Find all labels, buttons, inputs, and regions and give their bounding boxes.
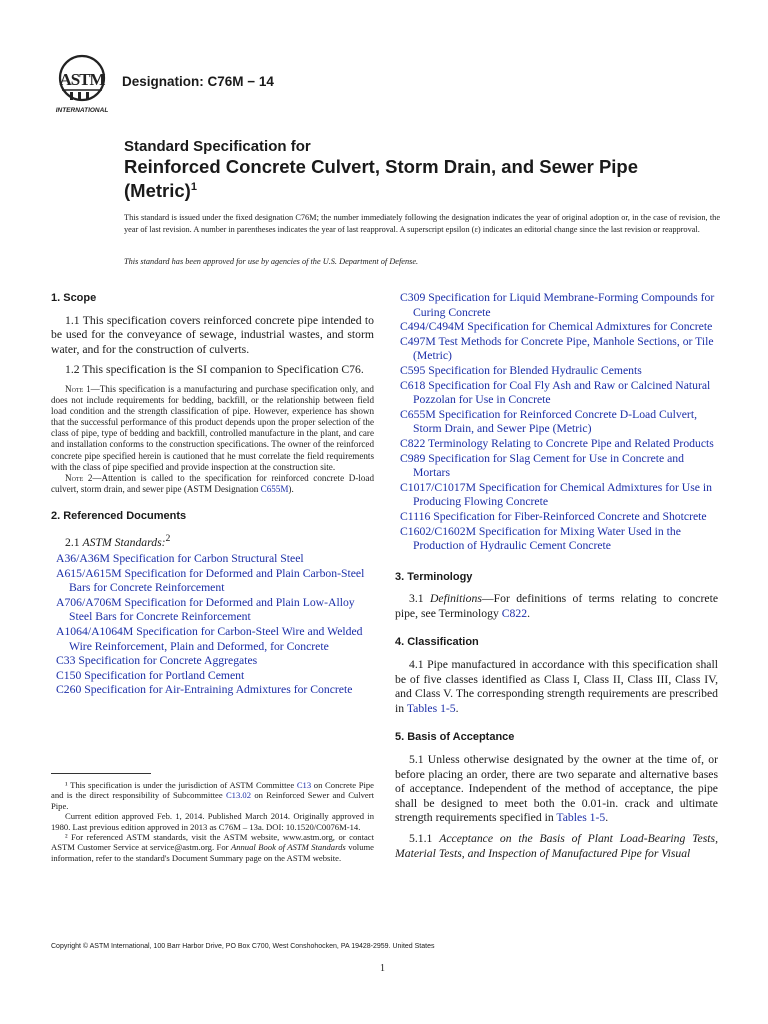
reference-item[interactable] bbox=[51, 669, 374, 684]
reference-title[interactable]: Specification for Fiber-Reinforced Concrete and Shotcrete bbox=[433, 509, 707, 523]
footnote-1-edition: Current edition approved Feb. 1, 2014. Published March 2014. Originally approved in 1980. Last previous edition approved in 2013 as C76M – 13a. DOI: 10.1520/C0076M-14. bbox=[51, 811, 374, 832]
footnote-link-c13-02[interactable]: C13.02 bbox=[225, 790, 252, 801]
reference-title[interactable]: Specification for Chemical Admixtures for Concrete bbox=[467, 320, 713, 334]
title-line-3: (Metric)$^1$ bbox=[124, 180, 197, 202]
issuance-note: This standard is issued under the fixed designation C76M; the number immediately following the designation indicates the year of original adoption or, in the case of revision, the year of last revision. A number in parentheses indicates the year of last reapproval. A superscript epsilon (ε) indicates an editorial change since the last revision or reapproval. bbox=[124, 213, 720, 234]
scope-1-1: 1.1 This specification covers reinforced concrete pipe intended to be used for the conveyance of sewage, industrial wastes, and storm water, and for the construction of culverts. bbox=[51, 313, 374, 356]
reference-item[interactable] bbox=[51, 654, 374, 669]
title-line-2: Reinforced Concrete Culvert, Storm Drain, and Sewer Pipe bbox=[124, 156, 639, 177]
footnote-link-c13[interactable]: C13 bbox=[296, 780, 312, 790]
reference-code[interactable]: C822 bbox=[400, 436, 426, 450]
scope-1-2: 1.2 This specification is the SI companion to Specification C76. bbox=[65, 363, 364, 377]
reference-item[interactable] bbox=[395, 335, 718, 364]
reference-code[interactable]: A706/A706M bbox=[56, 595, 122, 609]
title-footnote-marker: 1 bbox=[190, 181, 197, 193]
note-1: Note 1—This specification is a manufacturing and purchase specification only, and does not include requirements for bedding, backfill, or the relationship between field load condition and the strength classification of pipe. However, experience has shown that the successful performance of this product depends upon the proper selection of the class of pipe, type of bedding and backfill, controlled manufacture in the plant, and care and installation conforms to the construction specifications. The owner of the reinforced concrete pipe specified herein is cautioned that he must correlate the field requirements with the class of pipe specified and provide inspection at the construction site. bbox=[51, 383, 374, 472]
reference-code[interactable]: C1017/C1017M bbox=[400, 480, 476, 494]
footnote-1: ¹ This specification is under the jurisdiction of ASTM Committee C13 on Concrete Pipe and is the direct responsibility of Subcommittee C13.02 on Reinforced Sewer and Culvert Pipe. bbox=[51, 780, 374, 811]
reference-title[interactable]: Specification for Concrete Aggregates bbox=[78, 654, 258, 668]
reference-item[interactable] bbox=[51, 552, 374, 567]
reference-item[interactable] bbox=[395, 291, 718, 320]
footnotes bbox=[51, 780, 374, 863]
reference-title[interactable]: Specification for Deformed and Plain Low-Alloy Steel Bars for Concrete Reinforcement bbox=[69, 595, 355, 624]
designation: Designation: C76M − 14 bbox=[122, 74, 274, 89]
reference-item[interactable] bbox=[395, 437, 718, 452]
copyright-line: Copyright © ASTM International, 100 Barr Harbor Drive, PO Box C700, West Conshohocken, PA 19428-2959. United States bbox=[51, 943, 435, 950]
title-line-1: Standard Specification for bbox=[124, 138, 311, 155]
section-referenced-heading: 2. Referenced Documents bbox=[51, 509, 187, 522]
reference-title[interactable]: Terminology Relating to Concrete Pipe and Related Products bbox=[428, 436, 714, 450]
reference-code[interactable]: A36/A36M bbox=[56, 551, 110, 565]
footnote-rule bbox=[51, 773, 151, 774]
section-classification-heading: 4. Classification bbox=[395, 636, 479, 649]
classification-link-tables[interactable]: Tables 1-5 bbox=[406, 701, 456, 715]
reference-code[interactable]: A615/A615M bbox=[56, 566, 122, 580]
reference-title[interactable]: Specification for Deformed and Plain Carbon-Steel Bars for Concrete Reinforcement bbox=[69, 566, 365, 595]
reference-code[interactable]: C1116 bbox=[400, 509, 431, 523]
acceptance-link-tables[interactable]: Tables 1-5 bbox=[556, 811, 606, 825]
reference-item[interactable] bbox=[395, 525, 718, 554]
svg-text:INTERNATIONAL: INTERNATIONAL bbox=[55, 107, 109, 114]
reference-title[interactable]: Test Methods for Concrete Pipe, Manhole Sections, or Tile (Metric) bbox=[413, 334, 714, 363]
reference-title[interactable]: Specification for Slag Cement for Use in Concrete and Mortars bbox=[413, 451, 684, 480]
reference-item[interactable] bbox=[395, 320, 718, 335]
terminology-link-c822[interactable]: C822 bbox=[501, 606, 528, 620]
svg-text:ASTM: ASTM bbox=[59, 70, 105, 89]
astm-standards-label: 2.1 ASTM Standards:$^2$ bbox=[65, 532, 171, 549]
reference-item[interactable] bbox=[395, 364, 718, 379]
reference-item[interactable] bbox=[395, 379, 718, 408]
reference-title[interactable]: Specification for Portland Cement bbox=[84, 668, 245, 682]
reference-item[interactable] bbox=[51, 596, 374, 625]
reference-title[interactable]: Specification for Mixing Water Used in the Production of Hydraulic Cement Concrete bbox=[413, 524, 681, 553]
reference-code[interactable]: C497M bbox=[400, 334, 436, 348]
reference-code[interactable]: C309 bbox=[400, 291, 426, 304]
reference-code[interactable]: C260 bbox=[56, 683, 82, 697]
section-acceptance-heading: 5. Basis of Acceptance bbox=[395, 731, 515, 744]
page-number: 1 bbox=[380, 963, 385, 974]
section-scope-heading: 1. Scope bbox=[51, 292, 97, 304]
document-title bbox=[124, 138, 724, 201]
section-terminology-heading: 3. Terminology bbox=[395, 570, 473, 583]
dod-approval-note: This standard has been approved for use by agencies of the U.S. Department of Defense. bbox=[124, 257, 419, 266]
reference-title[interactable]: Specification for Blended Hydraulic Cements bbox=[428, 363, 642, 377]
left-reference-list bbox=[51, 552, 374, 698]
reference-code[interactable]: C33 bbox=[56, 654, 76, 668]
reference-code[interactable]: C989 bbox=[400, 451, 426, 465]
acceptance-5-1-1: 5.1.1 Acceptance on the Basis of Plant Load-Bearing Tests, Material Tests, and Inspection of Manufactured Pipe for Visual bbox=[395, 832, 719, 860]
acceptance-5-1: 5.1 Unless otherwise designated by the owner at the time of, or before placing an order, there are two separate and alternative bases of acceptance. Independent of the method of acceptance, the pipe shall be designed to meet both the 0.01-in. crack and ultimate strength requirements specified in Tables 1-5. bbox=[395, 753, 718, 825]
reference-code[interactable]: C494/C494M bbox=[400, 320, 465, 334]
reference-item[interactable] bbox=[395, 481, 718, 510]
reference-code[interactable]: C595 bbox=[400, 363, 426, 377]
reference-item[interactable] bbox=[395, 408, 718, 437]
reference-code[interactable]: C618 bbox=[400, 378, 426, 392]
reference-title[interactable]: Specification for Carbon-Steel Wire and Welded Wire Reinforcement, Plain and Deformed, for Concrete bbox=[69, 624, 363, 653]
right-reference-list bbox=[395, 291, 718, 554]
note-2: Note 2—Attention is called to the specification for reinforced concrete D-load culvert, storm drain, and sewer pipe (ASTM Designation C655M). bbox=[51, 472, 374, 494]
reference-title[interactable]: Specification for Air-Entraining Admixtures for Concrete bbox=[84, 683, 353, 697]
astm-logo bbox=[48, 50, 116, 118]
reference-item[interactable] bbox=[51, 567, 374, 596]
note-2-link-c655m[interactable]: C655M bbox=[260, 483, 289, 494]
reference-code[interactable]: C1602/C1602M bbox=[400, 524, 476, 538]
terminology-3-1: 3.1 Definitions—For definitions of terms relating to concrete pipe, see Terminology C822. bbox=[395, 592, 719, 620]
reference-title[interactable]: Specification for Carbon Structural Steel bbox=[112, 551, 304, 565]
reference-item[interactable] bbox=[395, 452, 718, 481]
right-column bbox=[395, 291, 718, 867]
reference-item[interactable] bbox=[395, 510, 718, 525]
reference-code[interactable]: A1064/A1064M bbox=[56, 624, 134, 638]
reference-title[interactable]: Specification for Liquid Membrane-Forming Compounds for Curing Concrete bbox=[413, 291, 715, 319]
reference-title[interactable]: Specification for Coal Fly Ash and Raw or Calcined Natural Pozzolan for Use in Concrete bbox=[413, 378, 711, 407]
left-column bbox=[51, 291, 374, 698]
reference-item[interactable] bbox=[51, 683, 374, 698]
reference-title[interactable]: Specification for Reinforced Concrete D-Load Culvert, Storm Drain, and Sewer Pipe (Metric) bbox=[413, 407, 697, 436]
reference-code[interactable]: C150 bbox=[56, 668, 82, 682]
reference-title[interactable]: Specification for Chemical Admixtures for Use in Producing Flowing Concrete bbox=[413, 480, 712, 509]
reference-item[interactable] bbox=[51, 625, 374, 654]
classification-4-1: 4.1 Pipe manufactured in accordance with this specification shall be of five classes identified as Class I, Class II, Class III, Class IV, and Class V. The corresponding strength requirements are prescribed in Tables 1-5. bbox=[395, 658, 718, 715]
footnote-2: ² For referenced ASTM standards, visit the ASTM website, www.astm.org, or contact ASTM Customer Service at service@astm.org. For Annual Book of ASTM Standards volume information, refer to the standard's Document Summary page on the ASTM website. bbox=[51, 832, 374, 863]
reference-code[interactable]: C655M bbox=[400, 407, 436, 421]
